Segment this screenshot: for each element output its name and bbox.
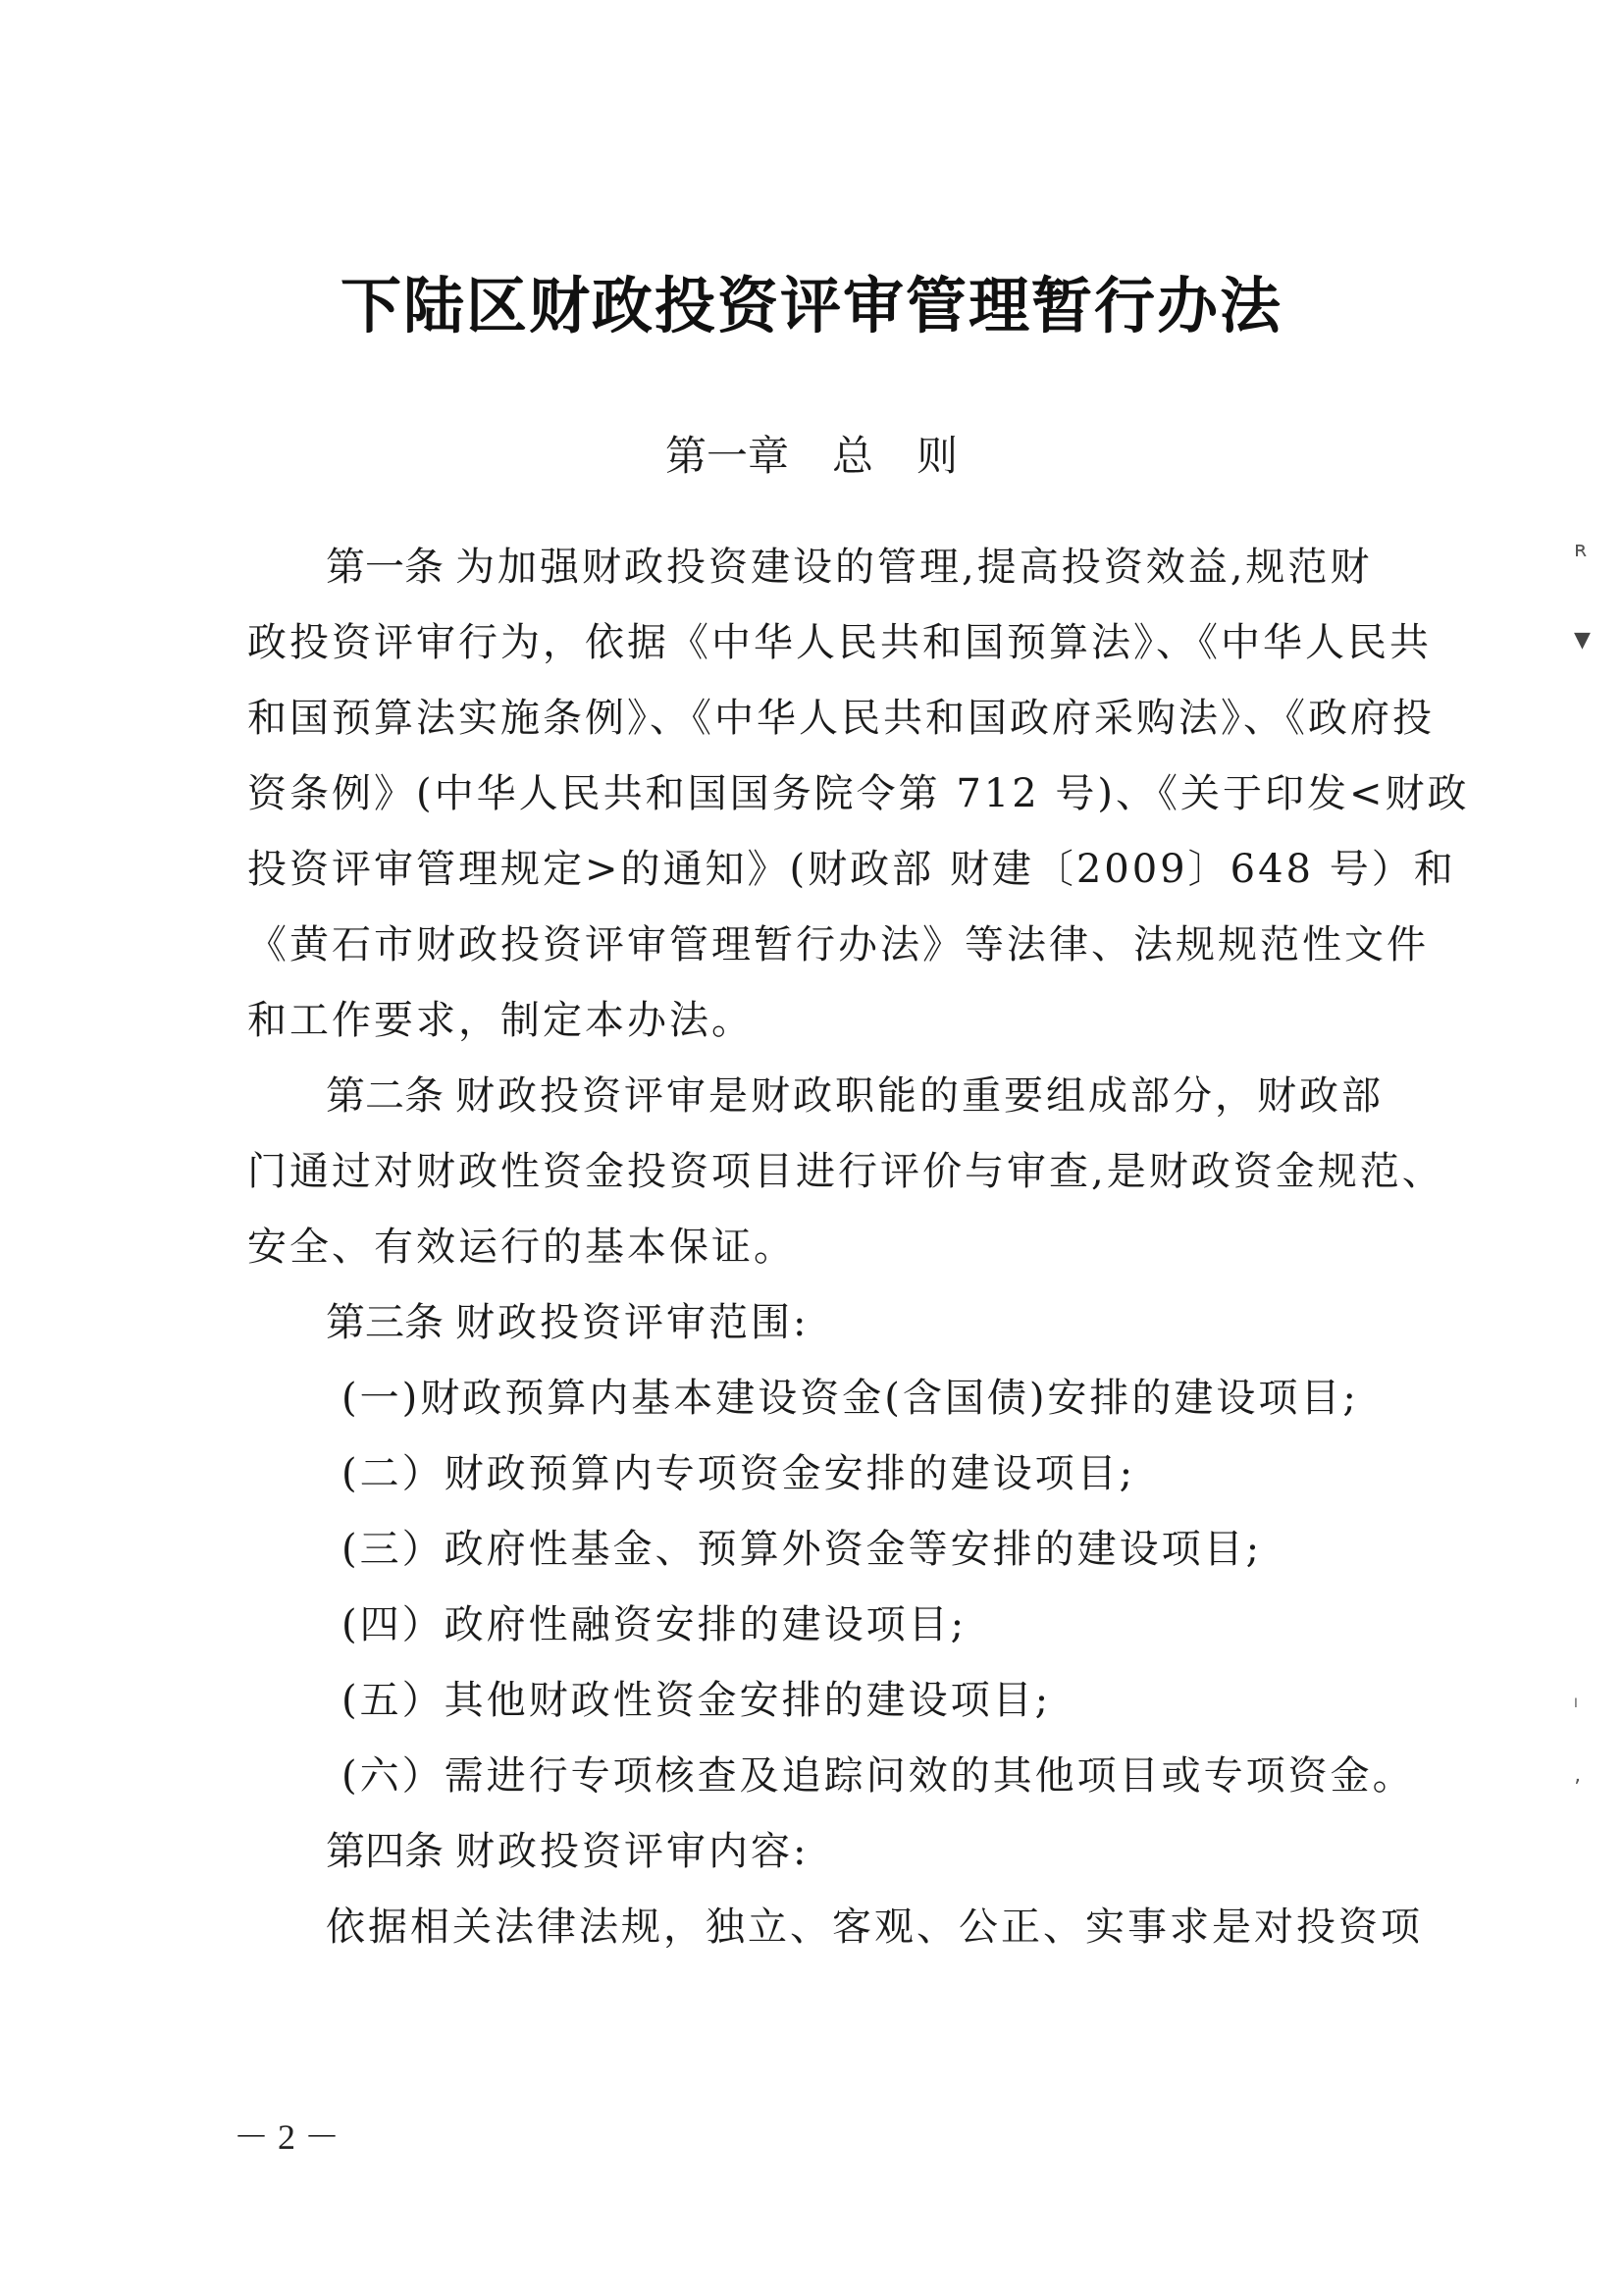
text-line: [247, 1739, 1454, 1814]
text-line: [247, 1285, 1454, 1361]
text-line: [247, 530, 1454, 605]
text-line: [247, 1210, 1454, 1285]
line-text: 门通过对财政性资金投资项目进行评价与审查,是财政资金规范、: [247, 1149, 1444, 1194]
document-title: 下陆区财政投资评审管理暂行办法: [340, 270, 1283, 341]
article-label: 第四条: [326, 1829, 444, 1874]
line-text: 财政投资评审是财政职能的重要组成部分，财政部: [455, 1073, 1384, 1119]
line-text: (三）政府性基金、预算外资金等安排的建设项目;: [341, 1527, 1263, 1572]
line-text: 财政投资评审范围:: [455, 1300, 810, 1345]
line-text: 投资评审管理规定>的通知》(财政部 财建〔2009〕648 号）和: [247, 847, 1456, 892]
text-line: [247, 1890, 1454, 1965]
article-label: 第一条: [326, 545, 444, 590]
line-text: 依据相关法律法规，独立、客观、公正、实事求是对投资项: [326, 1905, 1423, 1950]
text-line: [247, 832, 1454, 908]
text-line: [247, 605, 1454, 681]
line-text: 政投资评审行为，依据《中华人民共和国预算法》、《中华人民共: [247, 620, 1432, 665]
text-line: [247, 908, 1454, 983]
chapter-heading: [0, 424, 1623, 483]
line-text: (一)财政预算内基本建设资金(含国债)安排的建设项目;: [341, 1376, 1359, 1421]
chapter-number: 第一章: [664, 432, 789, 480]
line-text: 安全、有效运行的基本保证。: [247, 1225, 796, 1270]
line-text: 资条例》(中华人民共和国国务院令第 712 号)、《关于印发<财政: [247, 771, 1470, 816]
line-text: (六）需进行专项核查及追踪问效的其他项目或专项资金。: [341, 1753, 1415, 1799]
scan-speck: ʼ: [1574, 1776, 1581, 1800]
line-text: 财政投资评审内容:: [455, 1829, 810, 1874]
line-text: 和国预算法实施条例》、《中华人民共和国政府采购法》、《政府投: [247, 696, 1435, 741]
text-line: [247, 983, 1454, 1059]
text-line: [247, 1588, 1454, 1663]
text-line: [247, 1134, 1454, 1210]
text-line: [247, 1436, 1454, 1512]
text-line: [247, 1663, 1454, 1739]
article-label: 第二条: [326, 1073, 444, 1119]
text-line: [247, 1814, 1454, 1890]
line-text: (二）财政预算内专项资金安排的建设项目;: [341, 1451, 1136, 1496]
line-text: (四）政府性融资安排的建设项目;: [341, 1602, 968, 1647]
text-line: [247, 1059, 1454, 1134]
line-text: (五）其他财政性资金安排的建设项目;: [341, 1678, 1052, 1723]
line-text: 《黄石市财政投资评审管理暂行办法》等法律、法规规范性文件: [247, 922, 1429, 967]
line-text: 为加强财政投资建设的管理,提高投资效益,规范财: [455, 545, 1373, 590]
document-body: [247, 530, 1470, 1965]
chapter-name: 总: [831, 432, 873, 480]
text-line: [247, 757, 1470, 832]
line-text: 和工作要求，制定本办法。: [247, 998, 754, 1043]
scan-speck: ˡ: [1574, 1696, 1578, 1720]
text-line: [247, 681, 1454, 757]
page-number: － 2 －: [234, 2117, 340, 2157]
text-line: [247, 1361, 1454, 1436]
chapter-name-2: 则: [916, 432, 959, 480]
scan-speck: ʀ: [1574, 538, 1588, 562]
text-line: [247, 1512, 1454, 1588]
scan-speck: ▼: [1574, 628, 1591, 652]
article-label: 第三条: [326, 1300, 444, 1345]
